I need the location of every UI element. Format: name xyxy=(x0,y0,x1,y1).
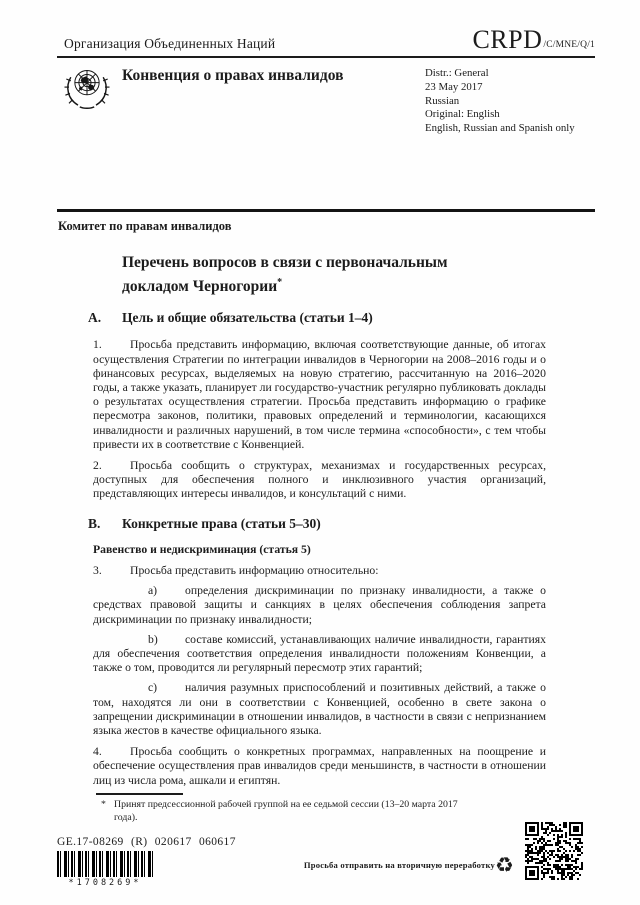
document-symbol xyxy=(472,26,595,54)
un-emblem-icon xyxy=(60,62,114,119)
paragraph-text: Просьба представить информацию относительно: xyxy=(130,564,379,577)
footnote-rule xyxy=(96,793,183,795)
page-title-text: Перечень вопросов в связи с первоначальным докладом Черногории xyxy=(122,254,448,295)
paragraph-4 xyxy=(93,745,546,788)
paragraph-number: 2. xyxy=(93,458,102,472)
footnote-reference: * xyxy=(277,276,283,288)
item-text: определения дискриминации по признаку инвалидности, а также о средствах правовой защиты и санкциях в целях обеспечения соблюдения запрета дискриминации по признаку инвалидности; xyxy=(93,584,546,626)
paragraph-text: Просьба сообщить о конкретных программах, направленных на поощрение и обеспечение осуществления прав инвалидов среди меньшинств, в частности в отношении лиц из числа рома, ашкали и египтян. xyxy=(93,745,546,787)
barcode xyxy=(57,851,153,877)
distr-line: Original: English xyxy=(425,108,500,121)
paragraph-text: Просьба представить информацию, включая соответствующие данные, об итогах осуществления Стратегии по интеграции инвалидов в Черногории на 2008–2016 годы и о финансовых ресурсах, выделяемых на новую стратегию, рассчитанную на 2016–2020 годы, а также указать, планирует ли государство-участник регулярно публиковать доклады о результатах осуществления стратегии. Просьба представить информацию о графике пересмотра законов, политики, правовых определений и терминологии, касающихся инвалидности и различных нарушений, в том числе термина «способности», с тем чтобы привести их в соответствие с Конвенцией. xyxy=(93,338,546,451)
barcode-label: *1708269* xyxy=(68,878,142,888)
footnote xyxy=(96,799,466,824)
subsection-equality-heading: Равенство и недискриминация (статья 5) xyxy=(93,542,311,556)
distr-line: Russian xyxy=(425,94,460,107)
ge-document-number: GE.17-08269 (R) 020617 060617 xyxy=(57,836,236,848)
recycle-notice: Просьба отправить на вторичную переработку xyxy=(303,860,495,870)
document-symbol-main: CRPD xyxy=(472,25,543,54)
list-item-c xyxy=(93,681,546,738)
paragraph-3 xyxy=(93,564,546,578)
item-letter: b) xyxy=(148,632,158,646)
recycle-icon: ♻ xyxy=(495,853,514,877)
paragraph-1 xyxy=(93,338,546,452)
document-body xyxy=(88,253,546,788)
section-letter: B. xyxy=(88,515,101,531)
footnote-text: Принят предсессионной рабочей группой на ее седьмой сессии (13–20 марта 2017 года). xyxy=(114,799,458,823)
header-rule xyxy=(57,56,595,58)
item-text: наличия разумных приспособлений и позитивных действий, а также о том, находятся ли они в соответствии с Конвенцией, особенно в свете закона о запрещении дискриминации в отношении инвалидов, в частности в связи с непризнанием языка жестов в качестве официального языка. xyxy=(93,681,546,738)
item-letter: a) xyxy=(148,584,158,598)
distribution-block xyxy=(425,67,575,136)
item-text: составе комиссий, устанавливающих наличие инвалидности, гарантиях для обеспечения соответствия определения инвалидности положениям Конвенции, а также о том, проводится ли регулярный пересмотр этих гарантий; xyxy=(93,632,546,675)
masthead-rule xyxy=(57,209,595,212)
paragraph-number: 3. xyxy=(93,564,102,577)
qr-code xyxy=(525,822,583,887)
footnote-marker: * xyxy=(101,799,106,810)
document-symbol-sub: /C/MNE/Q/1 xyxy=(543,40,595,50)
paragraph-2 xyxy=(93,459,546,502)
section-heading-text: Цель и общие обязательства (статьи 1–4) xyxy=(122,310,373,326)
paragraph-number: 1. xyxy=(93,338,102,352)
section-b-heading xyxy=(88,517,546,531)
section-heading-text: Конкретные права (статьи 5–30) xyxy=(122,515,321,531)
committee-name: Комитет по правам инвалидов xyxy=(58,219,232,233)
org-name: Организация Объединенных Наций xyxy=(64,36,276,51)
paragraph-text: Просьба сообщить о структурах, механизмах и государственных ресурсах, доступных для обеспечения полного и инклюзивного участия организаций, представляющих интересы инвалидов, и консультаций с ними. xyxy=(93,458,546,501)
paragraph-number: 4. xyxy=(93,745,102,759)
item-letter: c) xyxy=(148,681,158,695)
distr-line: English, Russian and Spanish only xyxy=(425,122,575,135)
distr-line: Distr.: General xyxy=(425,67,489,79)
section-letter: A. xyxy=(88,310,102,326)
convention-title: Конвенция о правах инвалидов xyxy=(122,67,344,84)
page-title xyxy=(122,253,484,296)
list-item-a xyxy=(93,584,546,627)
distr-line: 23 May 2017 xyxy=(425,80,483,93)
section-a-heading xyxy=(88,311,546,325)
list-item-b xyxy=(93,633,546,676)
